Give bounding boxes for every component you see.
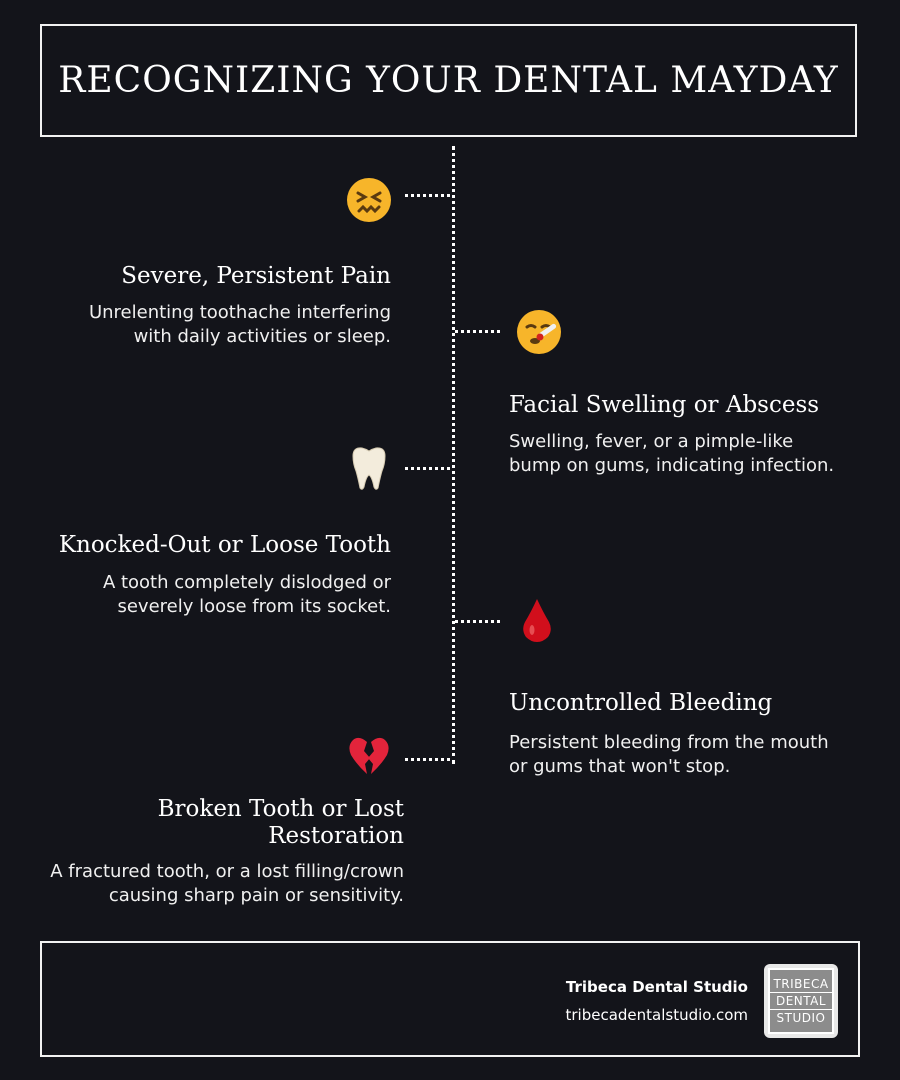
connector-dots bbox=[405, 758, 450, 761]
item-description: Unrelenting toothache interfering with daily activities or sleep. bbox=[88, 302, 391, 347]
logo-text: DENTAL bbox=[770, 993, 832, 1010]
item-description: A fractured tooth, or a lost filling/crown causing sharp pain or sensitivity. bbox=[50, 861, 404, 906]
item-description: Persistent bleeding from the mouth or gums that won't stop. bbox=[509, 732, 829, 777]
item-description: A tooth completely dislodged or severely loose from its socket. bbox=[102, 572, 391, 617]
item-title: Facial Swelling or Abscess bbox=[509, 392, 820, 418]
connector-dots bbox=[455, 620, 500, 623]
confounded-face-icon bbox=[345, 176, 393, 224]
item-title: Knocked-Out or Loose Tooth bbox=[58, 532, 391, 558]
connector-dots bbox=[455, 330, 500, 333]
item-title: Severe, Persistent Pain bbox=[121, 263, 391, 289]
tribeca-logo bbox=[764, 964, 838, 1038]
timeline-dotted-line bbox=[452, 146, 455, 764]
tooth-icon bbox=[345, 444, 393, 492]
item-description: Swelling, fever, or a pimple-like bump on gums, indicating infection. bbox=[509, 431, 835, 476]
broken-heart-icon bbox=[345, 732, 393, 780]
footer-business-name: Tribeca Dental Studio bbox=[565, 978, 748, 996]
footer bbox=[40, 941, 860, 1057]
footer-website-link[interactable]: tribecadentalstudio.com bbox=[565, 1006, 748, 1024]
item-title: Broken Tooth or Lost Restoration bbox=[157, 796, 404, 849]
logo-text: TRIBECA bbox=[770, 976, 832, 993]
logo-text: STUDIO bbox=[776, 1011, 826, 1025]
face-with-thermometer-icon bbox=[515, 308, 563, 356]
title-banner bbox=[40, 24, 857, 137]
connector-dots bbox=[405, 194, 450, 197]
connector-dots bbox=[405, 467, 450, 470]
drop-of-blood-icon bbox=[513, 596, 561, 644]
page-title: RECOGNIZING YOUR DENTAL MAYDAY bbox=[58, 60, 839, 101]
item-title: Uncontrolled Bleeding bbox=[509, 690, 773, 716]
